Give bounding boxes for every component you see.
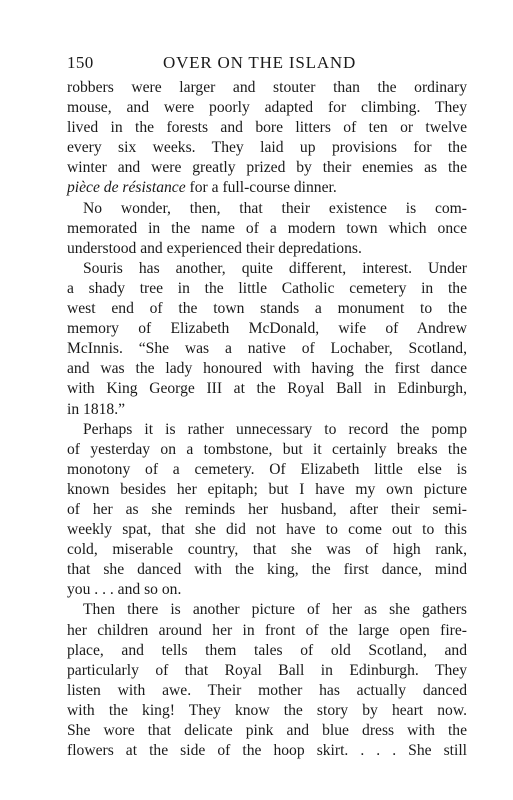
text-line: of yesterday on a tombstone, but it certainly breaks the — [67, 440, 467, 458]
text-line: of her as she reminds her husband, after their semi- — [67, 500, 467, 518]
text-line — [67, 178, 467, 198]
text-line: lived in the forests and bore litters of ten or twelve — [67, 119, 467, 137]
text-line: every six weeks. They laid up provisions for the — [67, 139, 467, 157]
text-line: Then there is another picture of her as she gathers — [83, 601, 467, 619]
text-line: with King George III at the Royal Ball in Edinburgh, — [67, 380, 467, 398]
text-line: weekly spat, that she did not have to come out to this — [67, 521, 467, 539]
text-line: memory of Elizabeth McDonald, wife of Andrew — [67, 320, 467, 338]
italic-phrase: pièce de résistance — [67, 179, 186, 197]
text-line: and was the lady honoured with having the first dance — [67, 360, 467, 378]
text-line: robbers were larger and stouter than the ordinary — [67, 79, 467, 96]
text-line: mouse, and were poorly adapted for climbing. They — [67, 99, 467, 117]
text-line: with the king! They know the story by heart now. — [67, 701, 467, 719]
text-line: place, and tells them tales of old Scotland, and — [67, 641, 467, 659]
text-line: listen with awe. Their mother has actually danced — [67, 681, 467, 699]
text-line: that she danced with the king, the first dance, mind — [67, 561, 467, 579]
text-line: flowers at the side of the hoop skirt. . . . She still — [67, 742, 467, 760]
text-line: Souris has another, quite different, interest. Under — [83, 259, 467, 277]
text-line: her children around her in front of the large open fire- — [67, 621, 467, 639]
text-line: McInnis. “She was a native of Lochaber, Scotland, — [67, 340, 467, 358]
page-header — [67, 53, 467, 75]
text-line: particularly of that Royal Ball in Edinburgh. They — [67, 661, 467, 679]
text-line: known besides her epitaph; but I have my own picture — [67, 480, 467, 498]
text-fragment: for a full-course dinner. — [185, 179, 337, 197]
text-line: cold, miserable country, that she was of high rank, — [67, 541, 467, 559]
text-line: understood and experienced their depredations. — [67, 239, 362, 257]
text-line: a shady tree in the little Catholic cemetery in the — [67, 279, 467, 297]
text-line: in 1818.” — [67, 400, 126, 418]
text-line: She wore that delicate pink and blue dress with the — [67, 722, 467, 739]
text-line: memorated in the name of a modern town which once — [67, 219, 467, 237]
text-line: monotony of a cemetery. Of Elizabeth little else is — [67, 460, 467, 478]
page-body — [67, 78, 467, 761]
text-line: you . . . and so on. — [67, 581, 182, 599]
page-number: 150 — [67, 53, 94, 72]
running-head: OVER ON THE ISLAND — [163, 53, 357, 72]
text-line: Perhaps it is rather unnecessary to record the pomp — [83, 420, 467, 438]
text-line: No wonder, then, that their existence is com- — [83, 199, 467, 217]
text-line: west end of the town stands a monument to the — [67, 300, 467, 318]
text-line: winter and were greatly prized by their enemies as the — [67, 159, 467, 177]
